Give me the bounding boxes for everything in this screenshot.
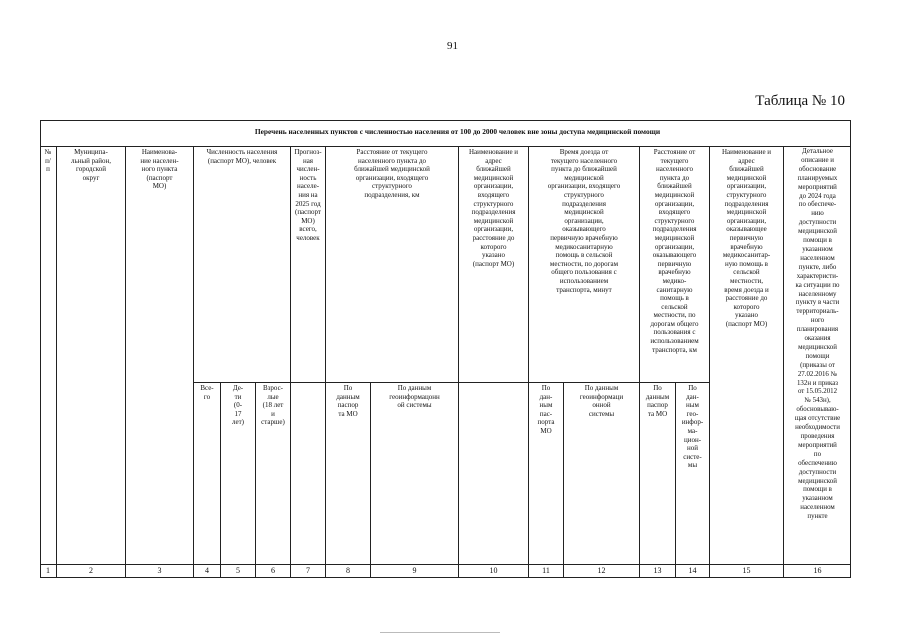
header-road-distance: Расстояние от текущего населенного пункта до ближайшей медицинской организации, входящего структурного подразделения медицинской организации, оказывающего первичную врачебную медико- санитарную помощь в сельской местности, по дорогам общего пользования с использованием транспорта, км <box>650 148 699 354</box>
column-number: 14 <box>688 566 697 575</box>
col-rule <box>193 146 194 578</box>
table-label: Таблица № 10 <box>755 93 845 109</box>
page-number: 91 <box>447 40 458 52</box>
subheader-divider <box>193 382 709 383</box>
header-settlement: Наименова- ние населен- ного пункта (паспорт МО) <box>140 148 179 191</box>
subheader-road-passport: По данным паспор та МО <box>645 384 670 418</box>
column-number: 2 <box>89 566 93 575</box>
subheader-total: Все- го <box>200 384 214 401</box>
header-forecast: Прогноз- ная числен- ность населе- ния на 2025 год (паспорт МО) всего, человек <box>294 148 322 242</box>
subheader-time-geo: По данным геоинформаци онной системы <box>579 384 624 418</box>
table-caption: Перечень населенных пунктов с численностью населения от 100 до 2000 человек вне зоны доступа медицинской помощи <box>254 127 661 136</box>
column-number: 4 <box>205 566 209 575</box>
scan-artifact-line <box>380 632 500 633</box>
subheader-children: Де- ти (0- 17 лет) <box>232 384 244 427</box>
column-number: 12 <box>597 566 606 575</box>
numbers-divider <box>40 564 851 565</box>
subheader-adults: Взрос- лые (18 лет и старше) <box>261 384 285 427</box>
header-population: Численность населения (паспорт МО), человек <box>206 148 278 165</box>
header-distance: Расстояние от текущего населенного пункта до ближайшей медицинской организации, входящего структурного подразделения, км <box>354 148 430 199</box>
column-number: 5 <box>236 566 240 575</box>
col-rule <box>56 146 57 578</box>
header-description: Детальное описание и обоснование планируемых мероприятий до 2024 года по обеспече- нию доступности медицинской помощи в указанном населенном пункте, либо характеристи- ка ситуации по населенному пункту в части территориаль- ного планирования оказания медицинской помощи (приказы от 27.02.2016 № 132н и приказ от 15.05.2012 № 543н), обосновываю- щая отсутствие необходимости проведения мероприятий по обеспечению доступности медицинской помощи в указанном населенном пункте <box>794 148 841 521</box>
header-number: № п/ п <box>44 148 52 174</box>
header-primary-care-org: Наименование и адрес ближайшей медицинской организации, структурного подразделения медицинской организации, оказывающее первичную врачебную медикосанитар- ную помощь в сельской местности, время доезда и расстояние до которого указано (паспорт МО) <box>721 148 772 328</box>
column-number: 9 <box>412 566 417 575</box>
subheader-road-geo: По дан- ным гео- инфор- ма- цион- ной систе- мы <box>681 384 704 470</box>
subheader-distance-geo: По данным геоинформацонн ой системы <box>389 384 440 410</box>
col-rule <box>325 146 326 578</box>
caption-divider <box>40 146 851 147</box>
column-number: 15 <box>742 566 751 575</box>
header-nearest-org: Наименование и адрес ближайшей медицинской организации, входящего структурного подразделения медицинской организации, расстояние до которого указано (паспорт МО) <box>468 148 519 268</box>
header-travel-time: Время доезда от текущего населенного пункта до ближайшей медицинской организации, входящего структурного подразделения медицинской организации, оказывающего первичную врачебную медикосанитарную помощь в сельской местности, по дорогам общего пользования с использованием транспорта, минут <box>547 148 621 294</box>
header-municipality: Муниципа- льный район, городской округ <box>71 148 111 182</box>
column-number: 16 <box>813 566 822 575</box>
column-number: 13 <box>653 566 662 575</box>
column-number: 11 <box>542 566 550 575</box>
column-number: 10 <box>489 566 498 575</box>
subcol-rule <box>370 382 371 578</box>
subheader-time-passport: По дан- ным пас- порта МО <box>537 384 555 435</box>
column-number: 1 <box>46 566 50 575</box>
col-rule <box>125 146 126 578</box>
subheader-distance-passport: По данным паспор та МО <box>336 384 360 418</box>
column-number: 3 <box>157 566 162 575</box>
column-number: 7 <box>306 566 310 575</box>
column-number: 6 <box>271 566 275 575</box>
column-number: 8 <box>346 566 350 575</box>
